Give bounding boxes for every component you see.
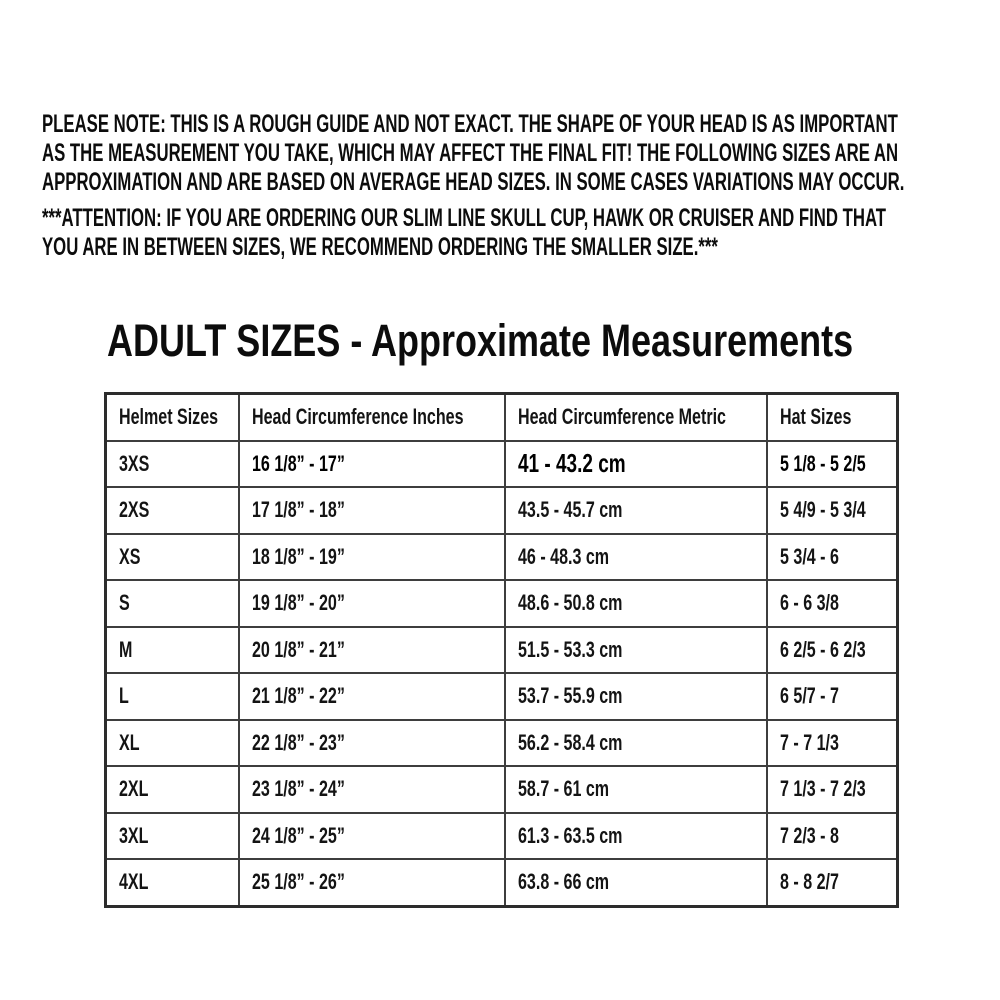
- inches-cell: 18 1/8” - 19”: [239, 534, 505, 581]
- metric-cell: 41 - 43.2 cm: [505, 441, 767, 488]
- helmet-size-cell: XS: [106, 534, 239, 581]
- metric-cell: 58.7 - 61 cm: [505, 766, 767, 813]
- attention-line-2: YOU ARE IN BETWEEN SIZES, WE RECOMMEND ORDERING THE SMALLER SIZE.***: [42, 233, 718, 261]
- helmet-size-cell: S: [106, 580, 239, 627]
- header-circumference-metric: Head Circumference Metric: [505, 394, 767, 441]
- hat-size-cell: 6 - 6 3/8: [767, 580, 898, 627]
- helmet-size-cell: 3XL: [106, 813, 239, 860]
- adult-sizes-table: [104, 392, 899, 908]
- hat-size-cell: 6 5/7 - 7: [767, 673, 898, 720]
- inches-cell: 19 1/8” - 20”: [239, 580, 505, 627]
- metric-cell: 46 - 48.3 cm: [505, 534, 767, 581]
- inches-cell: 24 1/8” - 25”: [239, 813, 505, 860]
- inches-cell: 23 1/8” - 24”: [239, 766, 505, 813]
- attention-line-1: ***ATTENTION: IF YOU ARE ORDERING OUR SLIM LINE SKULL CUP, HAWK OR CRUISER AND FIND THAT: [42, 204, 887, 232]
- hat-size-cell: 7 2/3 - 8: [767, 813, 898, 860]
- metric-cell: 63.8 - 66 cm: [505, 859, 767, 906]
- table-row: [106, 580, 898, 627]
- header-hat-sizes: Hat Sizes: [767, 394, 898, 441]
- note-line-1: PLEASE NOTE: THIS IS A ROUGH GUIDE AND NOT EXACT. THE SHAPE OF YOUR HEAD IS AS IMPORTANT: [42, 110, 898, 138]
- hat-size-cell: 7 1/3 - 7 2/3: [767, 766, 898, 813]
- table-row: [106, 487, 898, 534]
- helmet-size-cell: 4XL: [106, 859, 239, 906]
- attention-paragraph: [42, 204, 1000, 262]
- metric-cell: 43.5 - 45.7 cm: [505, 487, 767, 534]
- note-line-2: AS THE MEASUREMENT YOU TAKE, WHICH MAY AFFECT THE FINAL FIT! THE FOLLOWING SIZES ARE AN: [42, 139, 899, 167]
- inches-cell: 17 1/8” - 18”: [239, 487, 505, 534]
- metric-cell: 56.2 - 58.4 cm: [505, 720, 767, 767]
- hat-size-cell: 6 2/5 - 6 2/3: [767, 627, 898, 674]
- hat-size-cell: 8 - 8 2/7: [767, 859, 898, 906]
- note-line-3: APPROXIMATION AND ARE BASED ON AVERAGE HEAD SIZES. IN SOME CASES VARIATIONS MAY OCCUR.: [42, 168, 905, 196]
- table-row: [106, 673, 898, 720]
- table-row: [106, 627, 898, 674]
- inches-cell: 16 1/8” - 17”: [239, 441, 505, 488]
- table-row: [106, 859, 898, 906]
- inches-cell: 20 1/8” - 21”: [239, 627, 505, 674]
- table-row: [106, 766, 898, 813]
- inches-cell: 25 1/8” - 26”: [239, 859, 505, 906]
- inches-cell: 22 1/8” - 23”: [239, 720, 505, 767]
- please-note-paragraph: [42, 110, 1000, 197]
- helmet-size-cell: XL: [106, 720, 239, 767]
- table-row: [106, 720, 898, 767]
- header-helmet-sizes: Helmet Sizes: [106, 394, 239, 441]
- inches-cell: 21 1/8” - 22”: [239, 673, 505, 720]
- hat-size-cell: 5 3/4 - 6: [767, 534, 898, 581]
- hat-size-cell: 7 - 7 1/3: [767, 720, 898, 767]
- helmet-size-cell: L: [106, 673, 239, 720]
- hat-size-cell: 5 4/9 - 5 3/4: [767, 487, 898, 534]
- helmet-size-cell: M: [106, 627, 239, 674]
- helmet-size-cell: 3XS: [106, 441, 239, 488]
- metric-cell: 53.7 - 55.9 cm: [505, 673, 767, 720]
- helmet-size-cell: 2XS: [106, 487, 239, 534]
- table-header-row: [106, 394, 898, 441]
- page-title: ADULT SIZES - Approximate Measurements: [107, 315, 854, 366]
- metric-cell: 61.3 - 63.5 cm: [505, 813, 767, 860]
- table-row: [106, 813, 898, 860]
- table-row: [106, 441, 898, 488]
- hat-size-cell: 5 1/8 - 5 2/5: [767, 441, 898, 488]
- header-circumference-inches: Head Circumference Inches: [239, 394, 505, 441]
- metric-cell: 48.6 - 50.8 cm: [505, 580, 767, 627]
- table-row: [106, 534, 898, 581]
- helmet-size-cell: 2XL: [106, 766, 239, 813]
- metric-cell: 51.5 - 53.3 cm: [505, 627, 767, 674]
